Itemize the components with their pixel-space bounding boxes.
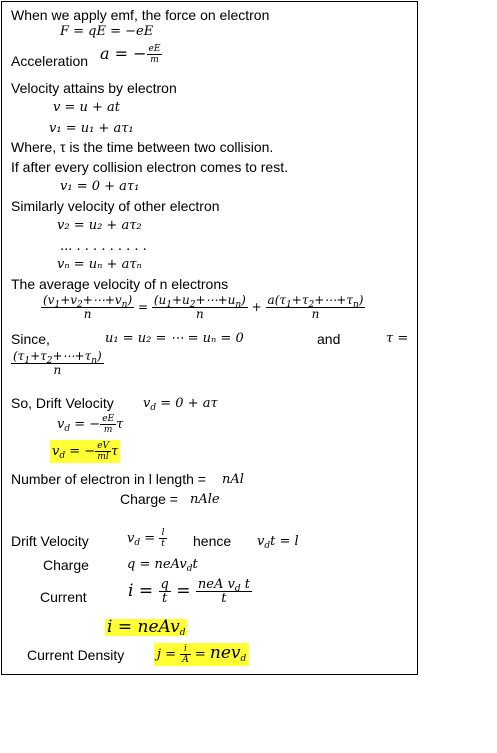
eq-tau-label: τ = <box>386 331 409 346</box>
eq-vdt-l: $v_dt = l$ <box>257 534 299 551</box>
eq-j-highlight: j = $\frac{i}{A}$ = nev$_d$ <box>154 643 249 666</box>
eq-v1-rest: v₁ = 0 + aτ₁ <box>60 179 140 194</box>
text-charge-1: Charge = <box>120 491 178 507</box>
text-where-tau: Where, τ is the time between two collision. <box>11 139 274 155</box>
eq-dots: ... . . . . . . . . . <box>60 239 147 254</box>
text-acceleration: Acceleration <box>11 53 89 69</box>
text-hence: hence <box>193 533 232 549</box>
text-force-intro: When we apply emf, the force on electron <box>11 7 270 23</box>
eq-v1: v₁ = u₁ + aτ₁ <box>49 121 134 136</box>
eq-average: $\frac{(v_1+v_2+\cdots+v_n)}{n}$ = $\frac{(u_1+u_2+\cdots+u_n)}{n}$ + $\frac{a(\tau_1+\tau_2+\cdots+\tau_n)}{n}$ <box>43 293 364 321</box>
eq-nal: nAl <box>222 472 244 487</box>
eq-v2: v₂ = u₂ + aτ₂ <box>57 218 142 233</box>
text-number-electron: Number of electron in l length = <box>11 471 206 487</box>
eq-vn: vₙ = uₙ + aτₙ <box>57 257 142 272</box>
text-rest: If after every collision electron comes to rest. <box>11 159 288 175</box>
eq-current: i = $\frac{q}{t}$ = $\frac{neA v_d t}{t}$ <box>128 577 250 606</box>
eq-q: q = neAv$_d$t <box>127 557 198 574</box>
eq-u-zero: u₁ = u₂ = ⋯ = uₙ = 0 <box>105 331 244 346</box>
eq-vd-zero: $v_d = 0 + a\tau$ <box>143 396 218 413</box>
text-so-drift: So, Drift Velocity <box>11 395 114 411</box>
eq-acceleration: a = − $\frac{eE}{m}$ <box>100 44 161 65</box>
text-charge-2: Charge <box>43 557 89 573</box>
text-and: and <box>317 331 341 347</box>
eq-velocity: v = u + at <box>53 100 121 115</box>
text-current-density: Current Density <box>27 647 125 663</box>
text-average: The average velocity of n electrons <box>11 276 229 292</box>
eq-i-neavd-highlight: i = neAv$_d$ <box>107 617 186 638</box>
eq-force: F = qE = −eE <box>60 24 154 39</box>
text-since: Since, <box>11 331 50 347</box>
eq-nale: nAle <box>190 492 220 507</box>
eq-tau-frac: $\frac{(\tau_1+\tau_2+\cdots+\tau_n)}{n}$ <box>13 349 102 377</box>
text-drift-velocity: Drift Velocity <box>11 533 89 549</box>
eq-vd-eV-highlight: $v_d$ = − $\frac{eV}{ml}$ τ <box>52 441 119 462</box>
text-velocity: Velocity attains by electron <box>11 80 177 96</box>
text-similarly: Similarly velocity of other electron <box>11 198 220 214</box>
text-current: Current <box>40 589 87 605</box>
eq-vd-eE: $v_d$ = − $\frac{eE}{m}$ τ <box>57 414 124 435</box>
eq-vd-lt: $v_d$ = $\frac{l}{t}$ <box>127 528 165 549</box>
